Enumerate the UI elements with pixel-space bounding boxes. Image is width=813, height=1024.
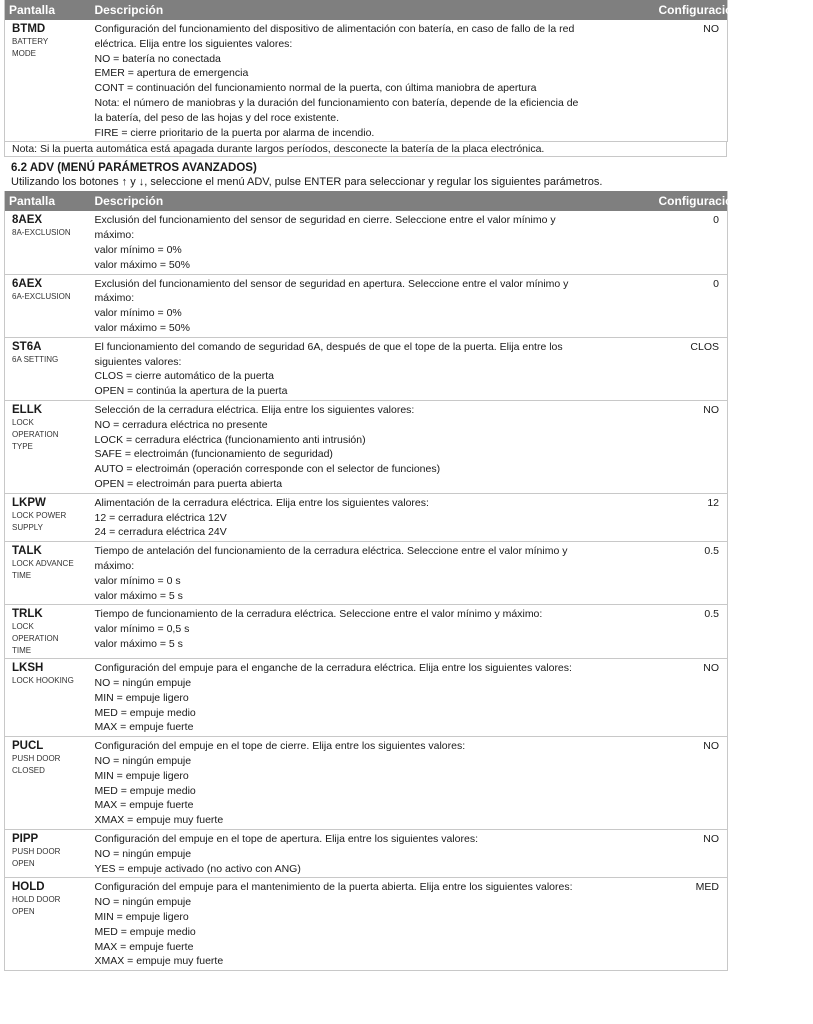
param-subtitle: PUSH DOOR [12,847,61,857]
description-line: valor máximo = 50% [94,321,190,334]
param-description [91,542,655,605]
param-code: TRLK [12,608,43,621]
param-code-cell [5,830,91,878]
table-header-row [5,191,728,211]
section-title: 6.2 ADV (MENÚ PARÁMETROS AVANZADOS) [11,162,257,175]
param-description [91,878,655,971]
param-code-cell [5,20,91,142]
param-subtitle: LOCK [12,417,34,427]
param-subtitle: 6A-EXCLUSION [12,291,71,301]
description-line: eléctrica. Elija entre los siguientes valores: [94,37,293,50]
description-line: Exclusión del funcionamiento del sensor de seguridad en cierre. Seleccione entre el valor mínimo y [94,214,556,227]
description-line: OPEN = electroimán para puerta abierta [94,477,283,490]
description-line: 24 = cerradura eléctrica 24V [94,526,227,539]
battery-params-table [4,0,813,142]
description-line: valor máximo = 5 s [94,637,183,650]
param-code-cell [5,211,91,274]
description-line: valor máximo = 5 s [94,589,183,602]
param-subtitle: LOCK [12,622,34,632]
param-subtitle: 8A-EXCLUSION [12,228,71,238]
param-code-cell [5,737,91,830]
param-subtitle: MODE [12,49,36,58]
param-description [91,20,655,142]
param-code-cell [5,493,91,541]
description-line: FIRE = cierre prioritario de la puerta por alarma de incendio. [94,126,375,139]
description-line: XMAX = empuje muy fuerte [94,814,224,827]
description-line: NO = ningún empuje [94,847,192,860]
param-code-cell [5,274,91,337]
description-line: MED = empuje medio [94,706,196,719]
description-line: LOCK = cerradura eléctrica (funcionamiento anti intrusión) [94,433,366,446]
param-subtitle: SUPPLY [12,522,43,532]
param-factory-value: NO [655,830,728,878]
description-line: AUTO = electroimán (operación corresponde con el selector de funciones) [94,463,441,476]
description-line: valor mínimo = 0% [94,243,182,256]
param-factory-value: NO [655,20,728,142]
section-intro: Utilizando los botones ↑ y ↓, seleccione el menú ADV, pulse ENTER para seleccionar y regular los siguientes parámetros. [11,176,603,189]
param-subtitle: LOCK POWER [12,510,67,520]
header-configuraciones: Configuraciones de fábrica [655,0,728,20]
description-line: valor mínimo = 0% [94,307,182,320]
param-row-ellk [5,400,728,493]
description-line: siguientes valores: [94,355,182,368]
param-code: ELLK [12,403,43,416]
description-line: máximo: [94,292,135,305]
param-row-st6a [5,337,728,400]
description-line: valor mínimo = 0,5 s [94,623,190,636]
param-subtitle: OPERATION [12,429,59,439]
description-line: NO = ningún empuje [94,755,192,768]
param-code: TALK [12,545,42,558]
description-line: la batería, del peso de las hojas y del roce existente. [94,111,340,124]
description-line: Configuración del empuje en el tope de cierre. Elija entre los siguientes valores: [94,740,466,753]
description-line: máximo: [94,559,135,572]
description-line: valor máximo = 50% [94,258,190,271]
header-pantalla: Pantalla [5,191,91,211]
param-code-cell [5,659,91,737]
param-factory-value: 0.5 [655,542,728,605]
description-line: Configuración del empuje en el tope de apertura. Elija entre los siguientes valores: [94,833,478,846]
description-line: Exclusión del funcionamiento del sensor de seguridad en apertura. Seleccione entre el valor mínimo y [94,277,569,290]
param-row-talk [5,542,728,605]
description-line: NO = batería no conectada [94,52,221,65]
param-row-8aex [5,211,728,274]
param-code: 8AEX [12,214,43,227]
param-code: LKSH [12,662,44,675]
param-description [91,400,655,493]
param-code: LKPW [12,496,46,509]
description-line: Tiempo de funcionamiento de la cerradura eléctrica. Seleccione entre el valor mínimo y máximo: [94,608,543,621]
param-code-cell [5,337,91,400]
param-code-cell [5,878,91,971]
description-line: Selección de la cerradura eléctrica. Elija entre los siguientes valores: [94,403,415,416]
description-line: MIN = empuje ligero [94,691,189,704]
header-descripcion: Descripción [91,191,655,211]
param-factory-value: 0 [655,274,728,337]
description-line: valor mínimo = 0 s [94,574,181,587]
param-factory-value: CLOS [655,337,728,400]
param-description [91,737,655,830]
description-line: MAX = empuje fuerte [94,721,194,734]
param-subtitle: TIME [12,646,32,656]
description-line: NO = cerradura eléctrica no presente [94,418,268,431]
param-description [91,337,655,400]
param-row-hold [5,878,728,971]
param-row-lksh [5,659,728,737]
description-line: SAFE = electroimán (funcionamiento de seguridad) [94,448,333,461]
description-line: CONT = continuación del funcionamiento normal de la puerta, con última maniobra de apertura [94,82,537,95]
battery-note: Nota: Si la puerta automática está apagada durante largos períodos, desconecte la batería de la placa electrónica. [4,142,727,157]
param-description [91,659,655,737]
header-pantalla: Pantalla [5,0,91,20]
description-line: Configuración del funcionamiento del dispositivo de alimentación con batería, en caso de fallo de la red [94,23,575,35]
description-line: MAX = empuje fuerte [94,940,194,953]
description-line: MIN = empuje ligero [94,911,189,924]
description-line: Tiempo de antelación del funcionamiento de la cerradura eléctrica. Seleccione entre el valor mínimo y [94,545,568,558]
description-line: 12 = cerradura eléctrica 12V [94,511,227,524]
param-subtitle: HOLD DOOR [12,895,61,905]
description-line: OPEN = continúa la apertura de la puerta [94,385,288,398]
param-code-cell [5,400,91,493]
param-factory-value: NO [655,400,728,493]
param-subtitle: TYPE [12,441,33,451]
description-line: máximo: [94,229,135,242]
param-code: PIPP [12,833,39,846]
description-line: EMER = apertura de emergencia [94,67,249,80]
param-row-trlk [5,605,728,659]
param-row-6aex [5,274,728,337]
param-factory-value: NO [655,659,728,737]
description-line: MAX = empuje fuerte [94,799,194,812]
param-row-btmd [5,20,728,142]
adv-params-table [4,191,813,971]
param-row-pipp [5,830,728,878]
description-line: MIN = empuje ligero [94,769,189,782]
param-subtitle: BATTERY [12,37,49,46]
description-line: Configuración del empuje para el mantenimiento de la puerta abierta. Elija entre los siguientes valores: [94,881,573,894]
param-code: HOLD [12,881,45,894]
param-code: 6AEX [12,277,43,290]
param-factory-value: 0.5 [655,605,728,659]
param-factory-value: NO [655,737,728,830]
param-subtitle: PUSH DOOR [12,754,61,764]
param-subtitle: 6A SETTING [12,354,59,364]
param-description [91,211,655,274]
header-configuraciones: Configuraciones de fábrica [655,191,728,211]
header-descripcion: Descripción [91,0,655,20]
param-code: PUCL [12,740,44,753]
adv-params-body [5,211,728,970]
param-code-cell [5,605,91,659]
param-subtitle: LOCK ADVANCE [12,559,74,569]
param-subtitle: OPEN [12,907,35,917]
param-subtitle: LOCK HOOKING [12,676,74,686]
description-line: MED = empuje medio [94,925,196,938]
param-code-cell [5,542,91,605]
description-line: NO = ningún empuje [94,677,192,690]
document-page [4,0,813,971]
description-line: CLOS = cierre automático de la puerta [94,370,274,383]
param-subtitle: OPERATION [12,634,59,644]
description-line: XMAX = empuje muy fuerte [94,955,224,968]
battery-params-body [5,20,728,142]
description-line: YES = empuje activado (no activo con ANG) [94,862,301,875]
param-row-pucl [5,737,728,830]
param-description [91,493,655,541]
description-line: Nota: el número de maniobras y la duración del funcionamiento con batería, depende de la eficiencia de [94,96,579,109]
table-header-row [5,0,728,20]
description-line: Alimentación de la cerradura eléctrica. Elija entre los siguientes valores: [94,496,429,509]
param-subtitle: TIME [12,571,32,581]
param-description [91,605,655,659]
param-code: BTMD [12,23,46,35]
description-line: Configuración del empuje para el enganche de la cerradura eléctrica. Elija entre los siguientes valores: [94,662,572,675]
param-subtitle: CLOSED [12,766,45,776]
param-factory-value: 12 [655,493,728,541]
description-line: NO = ningún empuje [94,896,192,909]
param-description [91,830,655,878]
description-line: MED = empuje medio [94,784,196,797]
param-subtitle: OPEN [12,859,35,869]
param-row-lkpw [5,493,728,541]
param-factory-value: MED [655,878,728,971]
description-line: El funcionamiento del comando de seguridad 6A, después de que el tope de la puerta. Elija entre los [94,340,563,353]
param-factory-value: 0 [655,211,728,274]
param-description [91,274,655,337]
param-code: ST6A [12,340,42,353]
